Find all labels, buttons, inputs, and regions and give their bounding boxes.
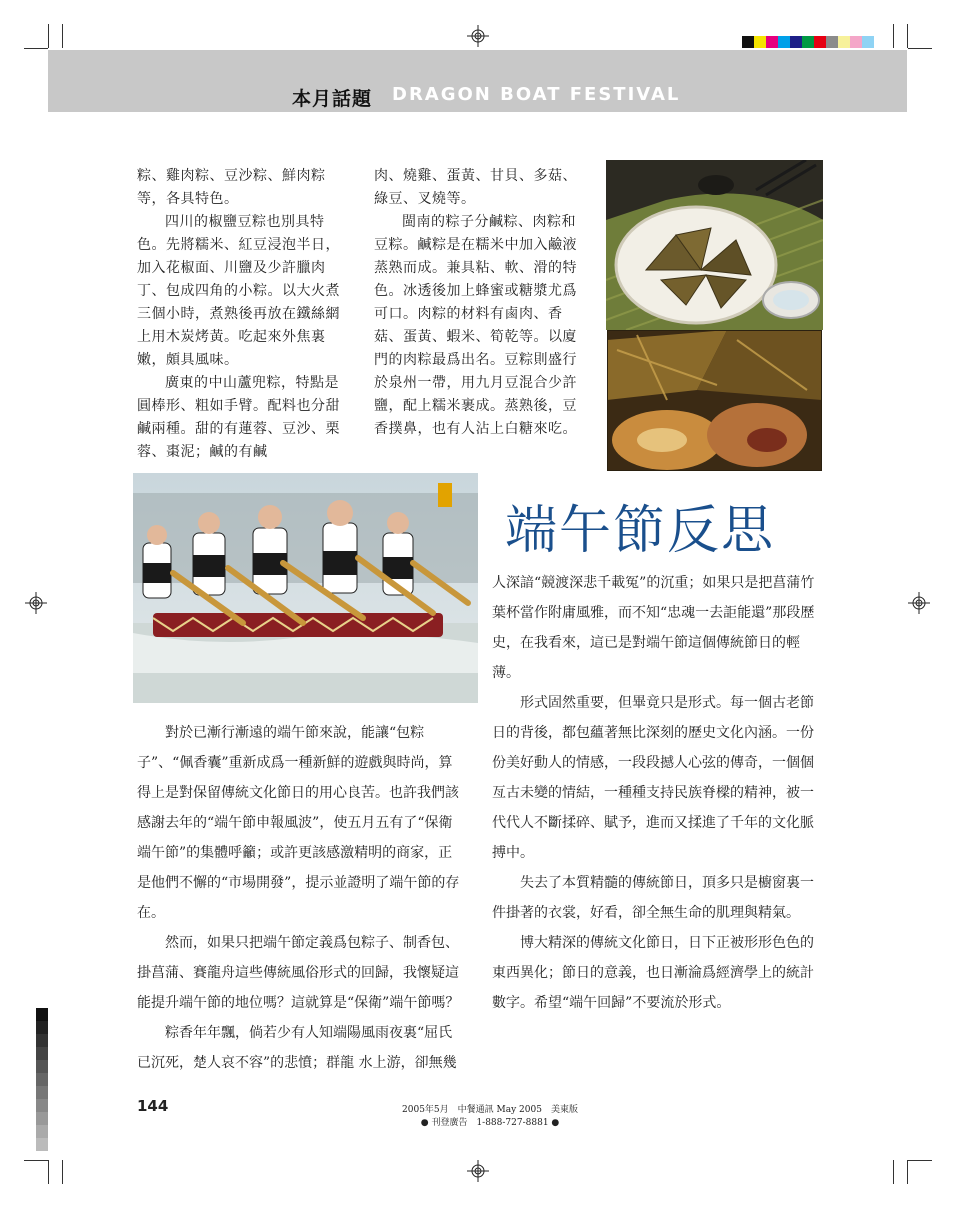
crop-mark bbox=[62, 1160, 63, 1184]
color-swatch bbox=[754, 36, 766, 48]
color-calibration-bar bbox=[742, 36, 874, 48]
gray-swatch bbox=[36, 1086, 48, 1099]
paragraph: 粽香年年飄，倘若少有人知端陽風雨夜裏“屈氏已沉死，楚人哀不容”的悲憤；群龍 水上游，卻無幾 bbox=[137, 1025, 457, 1071]
gray-swatch bbox=[36, 1125, 48, 1138]
gray-swatch bbox=[36, 1138, 48, 1151]
registration-mark-icon bbox=[25, 592, 47, 614]
zongzi-closeup-photo bbox=[607, 330, 822, 471]
footer bbox=[350, 1104, 630, 1130]
paragraph: 廣東的中山蘆兜粽，特點是圓棒形、粗如手臂。配料也分甜鹹兩種。甜的有蓮蓉、豆沙、栗蓉、棗泥；鹹的有鹹 bbox=[137, 375, 340, 460]
gray-swatch bbox=[36, 1047, 48, 1060]
text-column-bottom-left bbox=[137, 718, 465, 1078]
crop-mark bbox=[908, 48, 932, 49]
color-swatch bbox=[814, 36, 826, 48]
paragraph: 對於已漸行漸遠的端午節來說，能讓“包粽子”、“佩香囊”重新成爲一種新鮮的遊戲與時尚，算得上是對保留傳統文化節日的用心良苦。也許我們該感謝去年的“端午節申報風波”，使五月五有了“保衛端午節”的集體呼籲；或許更該感激精明的商家，正是他們不懈的“市場開發”，提示並證明了端午節的存在。 bbox=[137, 725, 460, 921]
registration-mark-icon bbox=[467, 1160, 489, 1182]
color-swatch bbox=[778, 36, 790, 48]
crop-mark bbox=[48, 1160, 49, 1184]
crop-mark bbox=[908, 1160, 932, 1161]
color-swatch bbox=[802, 36, 814, 48]
paragraph: 失去了本質精髓的傳統節日，頂多只是櫥窗裏一件掛著的衣裳，好看，卻全無生命的肌理與精氣。 bbox=[492, 875, 814, 921]
crop-mark bbox=[907, 24, 908, 48]
grayscale-calibration-strip bbox=[36, 1008, 48, 1151]
gray-swatch bbox=[36, 1008, 48, 1021]
color-swatch bbox=[850, 36, 862, 48]
gray-swatch bbox=[36, 1112, 48, 1125]
paragraph: 形式固然重要，但畢竟只是形式。每一個古老節日的背後，都包蘊著無比深刻的歷史文化內涵。一份份美好動人的情感，一段段撼人心弦的傳奇，一個個亙古未變的情結，一種種支持民族脊樑的精神，被一代代人不斷揉碎、賦予，進而又揉進了千年的文化脈搏中。 bbox=[492, 695, 814, 861]
paragraph: 肉、燒雞、蛋黃、甘貝、多菇、綠豆、叉燒等。 bbox=[374, 168, 577, 207]
article-title: 端午節反思 bbox=[505, 501, 776, 561]
page-number: 144 bbox=[137, 1097, 169, 1115]
color-swatch bbox=[790, 36, 802, 48]
gray-swatch bbox=[36, 1060, 48, 1073]
footer-line-1: 2005年5月 中餐通訊 May 2005 美東版 bbox=[402, 1105, 578, 1115]
section-title-zh: 本月話題 bbox=[292, 88, 373, 110]
crop-mark bbox=[893, 24, 894, 48]
gray-swatch bbox=[36, 1099, 48, 1112]
color-swatch bbox=[742, 36, 754, 48]
text-column-top-left bbox=[137, 165, 347, 464]
bullet-icon: ● bbox=[548, 1118, 560, 1128]
dragon-boat-race-photo bbox=[133, 473, 478, 703]
paragraph: 人深諳“競渡深悲千載冤”的沉重；如果只是把菖蒲竹葉杯當作附庸風雅，而不知“忠魂一去詎能還”那段歷史，在我看來，這已是對端午節這個傳統節日的輕薄。 bbox=[492, 575, 815, 681]
gray-swatch bbox=[36, 1073, 48, 1086]
color-swatch bbox=[838, 36, 850, 48]
paragraph: 博大精深的傳統文化節日，日下正被形形色色的東西異化；節日的意義，也日漸淪爲經濟學上的統計數字。希望“端午回歸”不要流於形式。 bbox=[492, 935, 814, 1011]
crop-mark bbox=[893, 1160, 894, 1184]
registration-mark-icon bbox=[908, 592, 930, 614]
crop-mark bbox=[48, 24, 49, 48]
paragraph: 然而，如果只把端午節定義爲包粽子、制香包、掛菖蒲、賽龍舟這些傳統風俗形式的回歸，我懷疑這能提升端午節的地位嗎？這就算是“保衛”端午節嗎？ bbox=[137, 935, 460, 1011]
paragraph: 閩南的粽子分鹹粽、肉粽和豆粽。鹹粽是在糯米中加入鹼液蒸熟而成。兼具粘、軟、滑的特色。冰透後加上蜂蜜或糖漿尤爲可口。肉粽的材料有鹵肉、香菇、蛋黃、蝦米、筍乾等。以廈門的肉粽最爲出名。豆粽則盛行於泉州一帶，用九月豆混合少許鹽，配上糯米裹成。蒸熟後，豆香撲鼻，也有人沾上白糖來吃。 bbox=[374, 214, 577, 437]
color-swatch bbox=[826, 36, 838, 48]
color-swatch bbox=[862, 36, 874, 48]
footer-line-2: ● 刊登廣告 1-888-727-8881 ● bbox=[420, 1118, 560, 1128]
gray-swatch bbox=[36, 1021, 48, 1034]
crop-mark bbox=[907, 1160, 908, 1184]
crop-mark bbox=[24, 48, 48, 49]
text-column-bottom-right bbox=[492, 568, 822, 1018]
bullet-icon: ● bbox=[420, 1118, 432, 1128]
text-column-top-middle bbox=[374, 165, 584, 441]
crop-mark bbox=[62, 24, 63, 48]
registration-mark-icon bbox=[467, 25, 489, 47]
paragraph: 四川的椒鹽豆粽也別具特色。先將糯米、紅豆浸泡半日，加入花椒面、川鹽及少許臘肉丁、包成四角的小粽。以大火煮三個小時，煮熟後再放在鐵絲網上用木炭烤黃。吃起來外焦裏嫩，頗具風味。 bbox=[137, 214, 340, 368]
paragraph: 粽、雞肉粽、豆沙粽、鮮肉粽等，各具特色。 bbox=[137, 168, 326, 207]
color-swatch bbox=[766, 36, 778, 48]
crop-mark bbox=[24, 1160, 48, 1161]
section-title-en: DRAGON BOAT FESTIVAL bbox=[392, 84, 681, 105]
gray-swatch bbox=[36, 1034, 48, 1047]
zongzi-photo bbox=[606, 160, 823, 330]
